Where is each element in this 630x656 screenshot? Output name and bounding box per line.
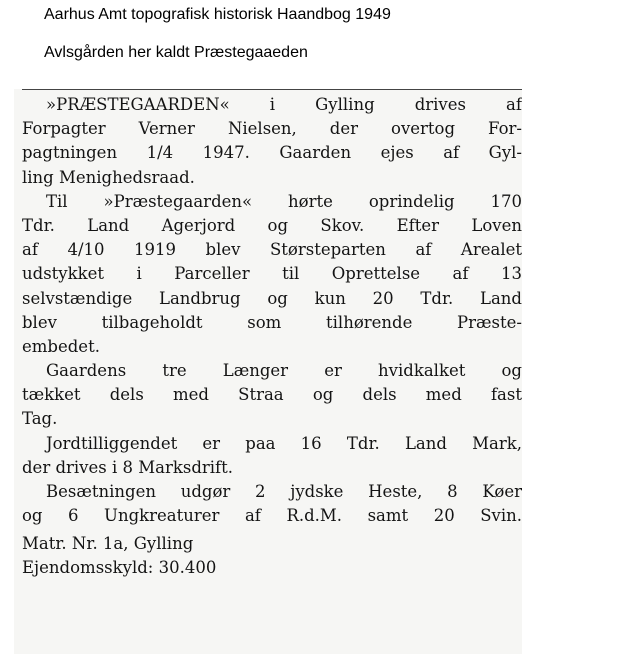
text-line: tækket dels med Straa og dels med fast [22,385,522,405]
text-line: Til »Præstegaarden« hørte oprindelig 170 [46,191,522,211]
text-line: og 6 Ungkreaturer af R.d.M. samt 20 Svin. [22,506,522,526]
property-valuation: Ejendomsskyld: 30.400 [22,558,217,578]
text-line: udstykket i Parceller til Oprettelse af 13 [22,264,522,284]
text-line: embedet. [22,336,100,356]
text-line: ling Menighedsraad. [22,167,195,187]
paragraph-forpagter [22,93,522,190]
text-line: Tag. [22,409,58,429]
text-line: der drives i 8 Marksdrift. [22,457,234,477]
source-title: Aarhus Amt topografisk historisk Haandbog 1949 [44,6,391,23]
text-line: Forpagter Verner Nielsen, der overtog For- [22,119,522,139]
text-line: af 4/10 1919 blev Størsteparten af Arealet [22,240,522,260]
text-line: »PRÆSTEGAARDEN« i Gylling drives af [46,95,522,114]
text-line: Gaardens tre Længer er hvidkalket og [46,361,522,381]
article-body [22,93,522,580]
paragraph-besaetning [22,480,522,528]
text-line: Besætningen udgør 2 jydske Heste, 8 Køer [46,482,522,501]
paragraph-historie [22,190,522,359]
text-line: Jordtilliggendet er paa 16 Tdr. Land Mark, [46,433,522,453]
text-line: selvstændige Landbrug og kun 20 Tdr. Land [22,288,522,308]
matrikel-number: Matr. Nr. 1a, Gylling [22,534,194,554]
text-line: pagtningen 1/4 1947. Gaarden ejes af Gyl- [22,143,522,163]
caption-title: Avlsgården her kaldt Præstegaaeden [44,44,308,61]
paragraph-jordtilliggende [22,432,522,480]
text-line: blev tilbageholdt som tilhørende Præste- [22,312,522,332]
paragraph-bygninger [22,359,522,432]
text-line: Tdr. Land Agerjord og Skov. Efter Loven [22,215,522,235]
clipping-top-rule [22,89,522,90]
